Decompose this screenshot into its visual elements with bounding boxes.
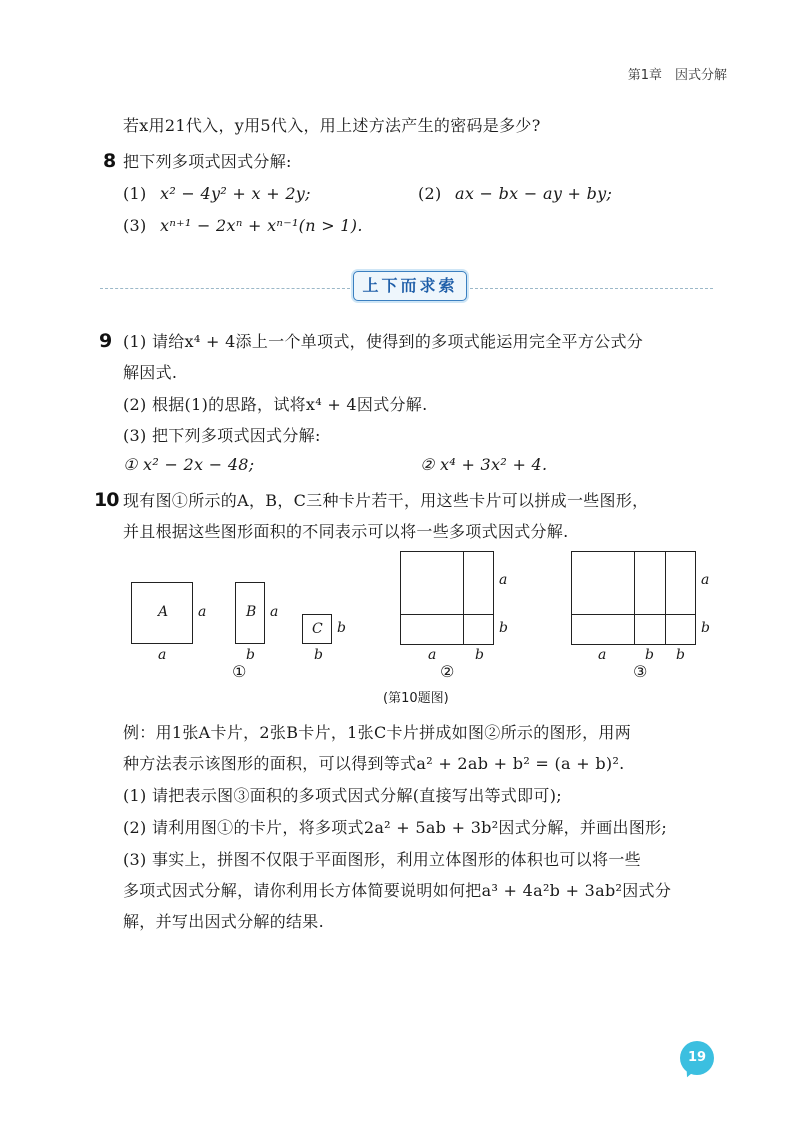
- q9-line1: (1) 请给x⁴ + 4添上一个单项式，使得到的多项式能运用完全平方公式分: [123, 332, 644, 351]
- figure-2-vline: [463, 551, 464, 645]
- card-a-bottom-label: a: [158, 647, 167, 663]
- figure-1-marker: ①: [232, 662, 247, 681]
- section-rule-right: [470, 288, 713, 289]
- chapter-header: 第1章 因式分解: [627, 68, 727, 83]
- figure-3-bottom-b1: b: [645, 647, 654, 663]
- figure-2-square: [400, 551, 494, 645]
- page-number-badge: 19: [680, 1041, 714, 1075]
- q8-part3: xⁿ⁺¹ − 2xⁿ + xⁿ⁻¹(n > 1).: [160, 216, 363, 235]
- q9-line3: (2) 根据(1)的思路，试将x⁴ + 4因式分解.: [123, 395, 428, 414]
- card-b-side-label: a: [270, 604, 279, 620]
- figure-caption: (第10题图): [383, 691, 449, 706]
- q8-part1: x² − 4y² + x + 2y;: [160, 184, 311, 203]
- card-c-label: C: [312, 621, 323, 637]
- figure-2-bottom-a: a: [428, 647, 437, 663]
- section-title: 上下而求索: [353, 271, 467, 301]
- figure-2-side-a: a: [499, 572, 508, 588]
- figure-3-marker: ③: [633, 662, 648, 681]
- q9-line4: (3) 把下列多项式因式分解:: [123, 426, 321, 445]
- figure-2-marker: ②: [440, 662, 455, 681]
- card-c-bottom-label: b: [314, 647, 323, 663]
- q8-part1-label: (1): [123, 184, 147, 203]
- q10-example-line1: 例：用1张A卡片，2张B卡片，1张C卡片拼成如图②所示的图形，用两: [123, 723, 631, 742]
- q10-line1: 现有图①所示的A，B，C三种卡片若干，用这些卡片可以拼成一些图形，: [123, 491, 649, 510]
- card-c: [302, 614, 332, 644]
- q8-stem: 把下列多项式因式分解:: [123, 152, 292, 171]
- q8-part2: ax − bx − ay + by;: [455, 184, 613, 203]
- q10-line2: 并且根据这些图形面积的不同表示可以将一些多项式因式分解.: [123, 522, 569, 541]
- figure-3-bottom-a: a: [598, 647, 607, 663]
- q8-part2-label: (2): [418, 184, 442, 203]
- section-rule-left: [100, 288, 350, 289]
- card-a: [131, 582, 193, 644]
- figure-3-vline-2: [665, 551, 666, 645]
- card-a-label: A: [158, 604, 169, 620]
- card-a-side-label: a: [198, 604, 207, 620]
- q10-part1: (1) 请把表示图③面积的多项式因式分解(直接写出等式即可);: [123, 786, 562, 805]
- card-b: [235, 582, 265, 644]
- question-8-number: 8: [103, 150, 116, 172]
- figure-3-hline: [571, 614, 696, 615]
- q8-part3-label: (3): [123, 216, 147, 235]
- q10-part3-line1: (3) 事实上，拼图不仅限于平面图形，利用立体图形的体积也可以将一些: [123, 850, 641, 869]
- q7-tail-text: 若x用21代入，y用5代入，用上述方法产生的密码是多少?: [123, 116, 541, 135]
- figure-3-vline-1: [634, 551, 635, 645]
- figure-2-side-b: b: [499, 620, 508, 636]
- q10-part2: (2) 请利用图①的卡片，将多项式2a² + 5ab + 3b²因式分解，并画出图形;: [123, 818, 668, 837]
- card-b-label: B: [246, 604, 257, 620]
- figure-3-bottom-b2: b: [676, 647, 685, 663]
- q9-line2: 解因式.: [123, 363, 178, 382]
- card-c-side-label: b: [337, 620, 346, 636]
- figure-3-side-b: b: [701, 620, 710, 636]
- q10-part3-line2: 多项式因式分解，请你利用长方体简要说明如何把a³ + 4a²b + 3ab²因式分: [123, 881, 672, 900]
- card-b-bottom-label: b: [246, 647, 255, 663]
- q9-sub2: ② x⁴ + 3x² + 4.: [420, 455, 548, 474]
- figure-2-bottom-b: b: [475, 647, 484, 663]
- figure-3-side-a: a: [701, 572, 710, 588]
- figure-2-hline: [400, 614, 494, 615]
- q9-sub1: ① x² − 2x − 48;: [123, 455, 255, 474]
- question-9-number: 9: [99, 330, 112, 352]
- question-10-number: 10: [94, 489, 119, 511]
- q10-example-line2: 种方法表示该图形的面积，可以得到等式a² + 2ab + b² = (a + b)².: [123, 754, 625, 773]
- q10-part3-line3: 解，并写出因式分解的结果.: [123, 912, 324, 931]
